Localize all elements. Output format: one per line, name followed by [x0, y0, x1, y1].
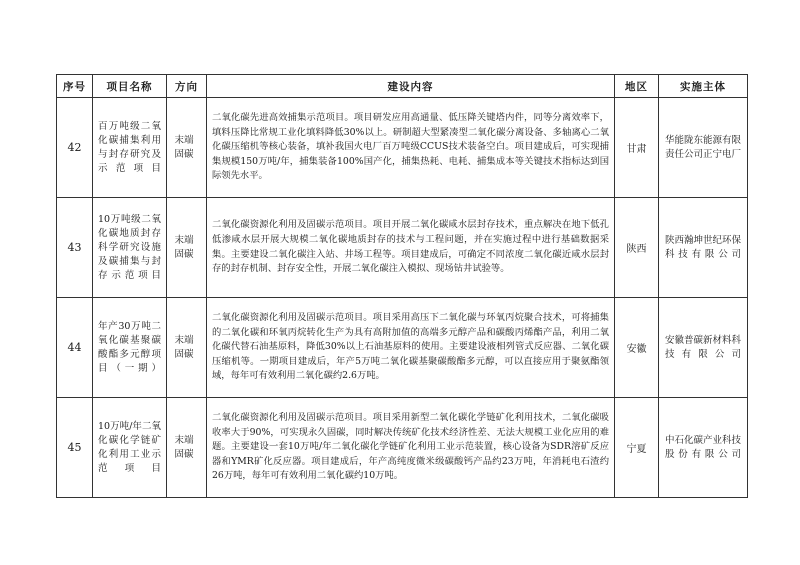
- table-row: [57, 98, 748, 198]
- implementing-entity: 陕西瀚坤世纪环保科技有限公司: [659, 198, 748, 298]
- projects-table: [56, 74, 748, 498]
- project-name: 年产30万吨二氧化碳基聚碳酸酯多元醇项目（一期）: [93, 298, 167, 398]
- header-entity: 实施主体: [659, 75, 748, 98]
- implementing-entity: 华能陇东能源有限责任公司正宁电厂: [659, 98, 748, 198]
- content-lead: 二氧化碳先进高效捕集示范项目。: [212, 112, 354, 124]
- header-content: 建设内容: [207, 75, 615, 98]
- table-row: [57, 198, 748, 298]
- project-name: 百万吨级二氧化碳捕集利用与封存研究及示范项目: [93, 98, 167, 198]
- row-number: 44: [57, 298, 93, 398]
- project-direction: 末端固碳: [174, 234, 194, 260]
- row-number: 43: [57, 198, 93, 298]
- table-row: [57, 298, 748, 398]
- project-region: 宁夏: [615, 398, 659, 498]
- project-region: 安徽: [615, 298, 659, 398]
- implementing-entity: 安徽普碳新材料科技有限公司: [659, 298, 748, 398]
- table-header-row: [57, 75, 748, 98]
- header-name: 项目名称: [93, 75, 167, 98]
- project-name: 10万吨/年二氧化碳化学链矿化利用工业示范项目: [93, 398, 167, 498]
- project-direction: 末端固碳: [174, 134, 194, 160]
- project-content: 项目研发应用高通量、低压降关键塔内件，同等分离效率下，填料压降比常规工业化填料降低30%以上。研制超大型紧凑型二氧化碳分离设备、多轴离心二氧化碳压缩机等核心装备，填补我国火电厂百万吨级CCUS技术装备空白。项目建成后，可实现捕集规模150万吨/年，捕集装备100%国产化，捕集热耗、电耗、捕集成本等关键技术指标达到国际领先水平。: [212, 112, 609, 182]
- project-region: 甘肃: [615, 98, 659, 198]
- project-content: 项目开展二氧化碳咸水层封存技术，重点解决在地下低孔低渗咸水层开展大规模二氧化碳地质封存的技术与工程问题，并在实施过程中进行基础数据采集。主要建设二氧化碳注入站、井场工程等。项目建成后，可确定不同浓度二氧化碳近咸水层封存的封存机制、封存安全性，开展二氧化碳注入模拟、现场钻井试验等。: [212, 219, 609, 275]
- project-region: 陕西: [615, 198, 659, 298]
- project-direction: 末端固碳: [174, 334, 194, 360]
- content-lead: 二氧化碳资源化利用及固碳示范项目。: [212, 412, 373, 424]
- header-seq: 序号: [57, 75, 93, 98]
- header-direction: 方向: [167, 75, 207, 98]
- content-lead: 二氧化碳资源化利用及固碳示范项目。: [212, 219, 373, 231]
- implementing-entity: 中石化碳产业科技股份有限公司: [659, 398, 748, 498]
- header-region: 地区: [615, 75, 659, 98]
- project-content: 项目采用高压下二氧化碳与环氧丙烷聚合技术，可将捕集的二氧化碳和环氧丙烷转化生产为具有高附加值的高端多元醇产品和碳酸丙烯酯产品，利用二氧化碳代替石油基原料，降低30%以上石油基原料的使用。主要建设液相列管式反应器、二氧化碳压缩机等。一期项目建成后，年产5万吨二氧化碳基聚碳酸酯多元醇，可以直接应用于聚氨酯领域，每年可有效利用二氧化碳约2.6万吨。: [212, 312, 609, 382]
- project-name: 10万吨级二氧化碳地质封存科学研究设施及碳捕集与封存示范项目: [93, 198, 167, 298]
- table-row: [57, 398, 748, 498]
- project-content: 项目采用新型二氧化碳化学链矿化利用技术，二氧化碳吸收率大于90%，可实现永久固碳，同时解决传统矿化技术经济性差、无法大规模工业化应用的难题。主要建设一套10万吨/年二氧化碳化学链矿化利用工业示范装置，核心设备为SDR溶矿反应器和YMR矿化反应器。项目建成后，年产高纯度微米级碳酸钙产品约23万吨，年消耗电石渣约26万吨，每年可有效利用二氧化碳约10万吨。: [212, 412, 609, 482]
- row-number: 42: [57, 98, 93, 198]
- project-direction: 末端固碳: [174, 434, 194, 460]
- row-number: 45: [57, 398, 93, 498]
- content-lead: 二氧化碳资源化利用及固碳示范项目。: [212, 312, 373, 324]
